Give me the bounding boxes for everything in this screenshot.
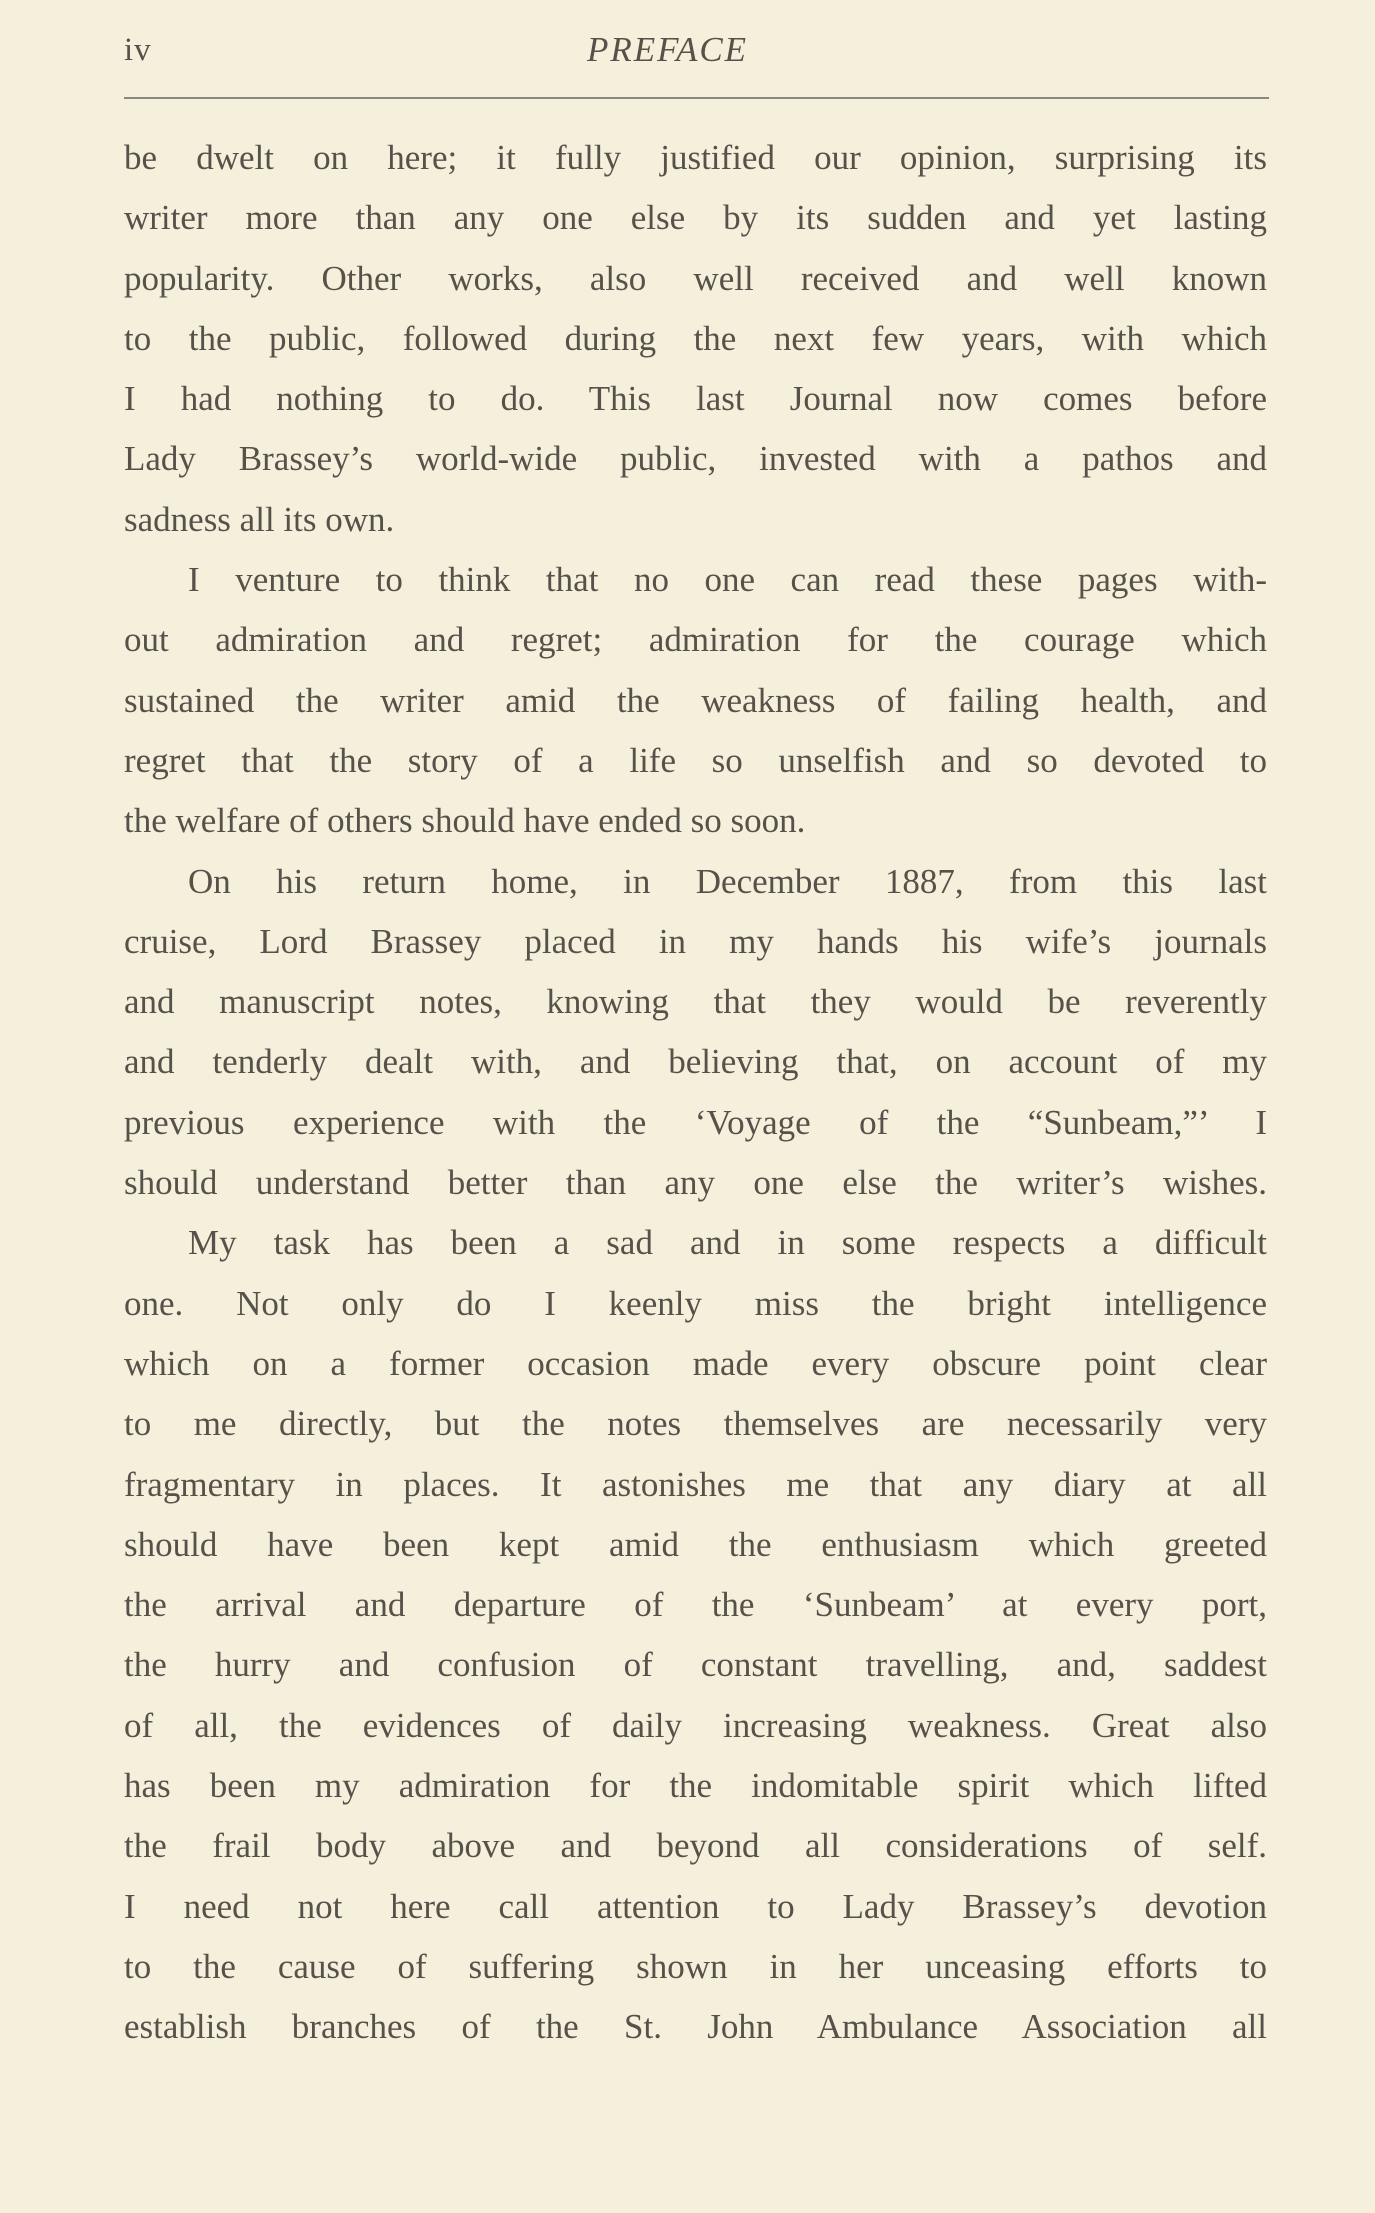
text-line: Lady Brassey’s world-wide public, invested with a pathos and [124,439,1267,479]
text-line: cruise, Lord Brassey placed in my hands his wife’s journals [124,921,1267,961]
text-line: I need not here call attention to Lady Brassey’s devotion [124,1886,1267,1926]
text-line: popularity. Other works, also well received and well known [124,258,1267,298]
text-line: to the public, followed during the next few years, with which [124,318,1267,358]
text-line: has been my admiration for the indomitable spirit which lifted [124,1766,1267,1806]
body-text [124,128,1267,2058]
text-line: sustained the writer amid the weakness of failing health, and [124,680,1267,720]
text-line: should have been kept amid the enthusiasm which greeted [124,1524,1267,1564]
text-line: to me directly, but the notes themselves are necessarily very [124,1404,1267,1444]
running-header [0,30,1375,70]
text-line: and tenderly dealt with, and believing that, on account of my [124,1042,1267,1082]
running-title: PREFACE [586,30,749,69]
text-line: should understand better than any one else the writer’s wishes. [124,1163,1267,1203]
text-line: the frail body above and beyond all considerations of self. [124,1826,1267,1866]
text-line: of all, the evidences of daily increasing weakness. Great also [124,1705,1267,1745]
page-number: iv [124,32,152,68]
text-line: fragmentary in places. It astonishes me that any diary at all [124,1464,1267,1504]
text-line: out admiration and regret; admiration for the courage which [124,620,1267,660]
text-line: the welfare of others should have ended so soon. [124,801,806,841]
text-line: the arrival and departure of the ‘Sunbeam’ at every port, [124,1585,1267,1625]
text-line: and manuscript notes, knowing that they would be reverently [124,982,1267,1022]
text-line: I venture to think that no one can read these pages with- [188,560,1267,600]
text-line: previous experience with the ‘Voyage of the “Sunbeam,”’ I [124,1102,1267,1142]
text-line: I had nothing to do. This last Journal now comes before [124,379,1267,419]
text-line: writer more than any one else by its sudden and yet lasting [124,198,1267,238]
text-line: the hurry and confusion of constant travelling, and, saddest [124,1645,1267,1685]
text-line: be dwelt on here; it fully justified our opinion, surprising its [124,138,1267,177]
text-line: establish branches of the St. John Ambulance Association all [124,2007,1267,2047]
text-line: which on a former occasion made every obscure point clear [124,1343,1267,1383]
header-rule [124,97,1269,99]
text-line: to the cause of suffering shown in her unceasing efforts to [124,1946,1267,1986]
text-line: one. Not only do I keenly miss the bright intelligence [124,1283,1267,1323]
text-line: My task has been a sad and in some respects a difficult [188,1223,1267,1263]
text-line: sadness all its own. [124,499,395,539]
text-line: On his return home, in December 1887, from this last [188,861,1267,901]
text-line: regret that the story of a life so unselfish and so devoted to [124,740,1267,780]
